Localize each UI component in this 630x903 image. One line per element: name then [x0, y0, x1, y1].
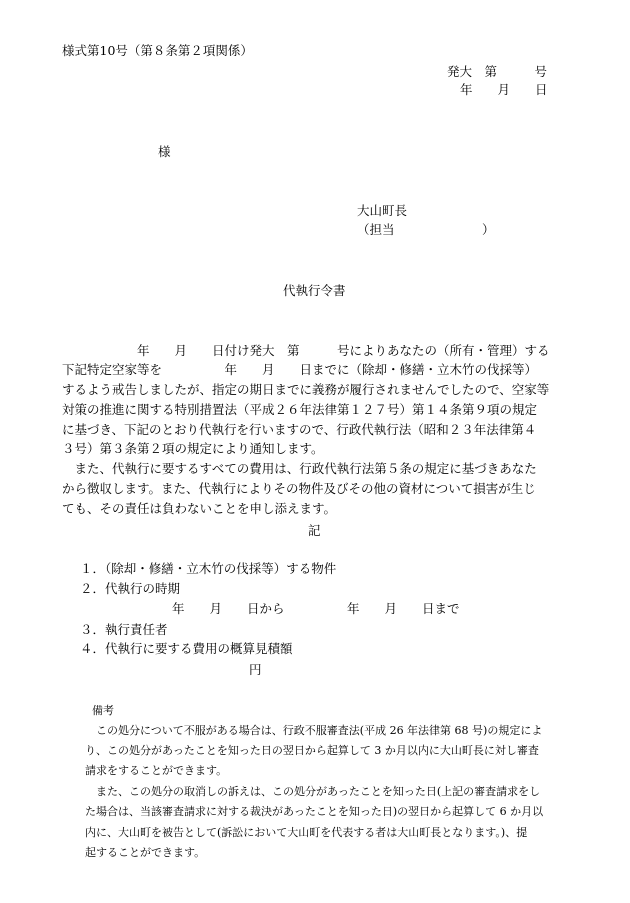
sender-contact: （担当 ）: [357, 222, 495, 237]
remarks-line: り、この処分があったことを知った日の翌日から起算して 3 か月以内に大山町長に対し審査: [85, 744, 539, 757]
form-label: 様式第10号（第８条第２項関係）: [62, 43, 253, 58]
item-property: １．（除却・修繕・立木竹の伐採等）する物件: [80, 561, 337, 576]
remarks-heading: 備考: [92, 704, 114, 717]
remarks-line: 内に、大山町を被告として(訴訟において大山町を代表する者は大山町長となります。)、提: [85, 826, 528, 839]
body-line: に基づき、下記のとおり代執行を行いますので、行政代執行法（昭和２３年法律第４: [62, 422, 537, 437]
remarks-line: また、この処分の取消しの訴えは、この処分があったことを知った日(上記の審査請求をし: [96, 785, 541, 798]
document-title: 代執行令書: [283, 283, 346, 298]
body-line: から徴収します。また、代執行によりその物件及びその他の資材について損害が生じ: [62, 481, 536, 496]
document-date: 年 月 日: [460, 82, 548, 97]
body-line: 下記特定空家等を 年 月 日までに（除却・修繕・立木竹の伐採等）: [62, 362, 538, 377]
yen-unit: 円: [249, 662, 262, 677]
ki-label: 記: [308, 523, 321, 538]
body-line: 対策の推進に関する特別措置法（平成２６年法律第１２７号）第１４条第９項の規定: [62, 402, 538, 417]
remarks-line: この処分について不服がある場合は、行政不服審査法(平成 26 年法律第 68 号)の規定によ: [96, 724, 543, 737]
remarks-line: 請求をすることができます。: [85, 764, 228, 777]
remarks-line: 起することができます。: [85, 846, 206, 859]
remarks-line: た場合は、当該審査請求に対する裁決があったことを知った日)の翌日から起算して 6 か月以: [85, 805, 544, 818]
body-line: 年 月 日付け発大 第 号によりあなたの（所有・管理）する: [62, 343, 550, 358]
addressee-suffix: 様: [158, 144, 171, 159]
body-line: ても、その責任は負わないことを申し添えます。: [62, 501, 337, 516]
sender-name: 大山町長: [357, 203, 408, 218]
period-range: 年 月 日から 年 月 日まで: [172, 601, 460, 616]
item-period: ２．代執行の時期: [80, 581, 181, 596]
body-line: するよう戒告しましたが、指定の期日までに義務が履行されませんでしたので、空家等: [62, 382, 550, 397]
body-line: ３号）第３条第２項の規定により通知します。: [62, 441, 324, 456]
item-cost: ４．代執行に要する費用の概算見積額: [80, 641, 293, 656]
document-number: 発大 第 号: [447, 64, 548, 79]
item-responsible: ３．執行責任者: [80, 622, 168, 637]
body-line: また、代執行に要するすべての費用は、行政代執行法第５条の規定に基づきあなた: [62, 461, 537, 476]
